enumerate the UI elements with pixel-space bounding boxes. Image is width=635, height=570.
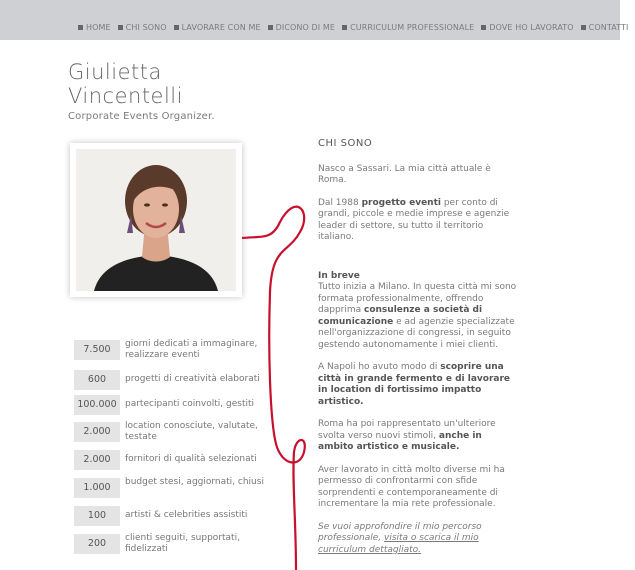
nav-label: DICONO DI ME bbox=[275, 23, 336, 32]
stat-label: partecipanti coinvolti, gestiti bbox=[125, 399, 255, 409]
about-section bbox=[318, 138, 518, 567]
stat-label: clienti seguiti, supportati, fidelizzati bbox=[125, 533, 240, 554]
stat-item bbox=[74, 395, 255, 415]
curriculum-link[interactable]: visita o scarica il mio curriculum dettagliato. bbox=[318, 533, 479, 555]
nav-label: CONTATTI bbox=[588, 23, 629, 32]
network-paragraph: Aver lavorato in città molto diverse mi ha permesso di confrontarmi con sfide sorprendenti e contemporaneamente di incrementare la mia rete professionale. bbox=[318, 464, 505, 509]
stat-number: 7.500 bbox=[74, 340, 120, 360]
stat-number: 100.000 bbox=[74, 395, 120, 415]
last-name: Vincentelli bbox=[68, 84, 183, 108]
stat-label: progetti di creatività elaborati bbox=[125, 374, 260, 384]
stat-number: 200 bbox=[74, 534, 120, 554]
tagline: Corporate Events Organizer. bbox=[68, 111, 215, 122]
stat-number: 2.000 bbox=[74, 450, 120, 470]
brief-paragraph: In breve Tutto inizia a Milano. In questa città mi sono formata professionalmente, offrendo dapprima consulenze a società di comunicazione e ad agenzie specializzate nell'organizzazione di congressi, in seguito gestendo autonomamente i miei clienti. bbox=[318, 270, 517, 350]
stat-item bbox=[74, 421, 258, 442]
nav-label: CHI SONO bbox=[125, 23, 167, 32]
experience-paragraph: Dal 1988 progetto eventi per conto di grandi, piccole e medie imprese e agenzie leader di settore, su tutto il territorio italiano. bbox=[318, 197, 510, 242]
stat-number: 100 bbox=[74, 506, 120, 526]
nav-label: CURRICULUM PROFESSIONALE bbox=[350, 23, 475, 32]
section-title: CHI SONO bbox=[318, 138, 373, 149]
nav-label: LAVORARE CON ME bbox=[181, 23, 261, 32]
stat-label: artisti & celebrities assistiti bbox=[125, 510, 248, 520]
stat-item bbox=[74, 339, 258, 360]
stat-label: budget stesi, aggiornati, chiusi bbox=[125, 477, 264, 487]
curriculum-paragraph: Se vuoi approfondire il mio percorso professionale, visita o scarica il mio curriculum dettagliato. bbox=[318, 521, 482, 555]
stat-number: 2.000 bbox=[74, 422, 120, 442]
brief-title: In breve bbox=[318, 270, 360, 281]
stat-item bbox=[74, 450, 257, 470]
stat-item bbox=[74, 477, 264, 498]
first-name: Giulietta bbox=[68, 60, 162, 84]
roma-paragraph: Roma ha poi rappresentato un'ulteriore svolta verso nuovi stimoli, anche in ambito artistico e musicale. bbox=[318, 419, 496, 452]
nav-label: HOME bbox=[86, 23, 111, 32]
intro-paragraph: Nasco a Sassari. La mia città attuale è Roma. bbox=[318, 163, 491, 185]
nav-label: DOVE HO LAVORATO bbox=[489, 23, 574, 32]
stat-number: 600 bbox=[74, 370, 120, 390]
stat-number: 1.000 bbox=[74, 478, 120, 498]
stat-item bbox=[74, 370, 260, 390]
stat-item bbox=[74, 533, 240, 554]
stat-label: location conosciute, valutate, testate bbox=[125, 421, 258, 442]
napoli-paragraph: A Napoli ho avuto modo di scoprire una città in grande fermento e di lavorare in location di fortissimo impatto artistico. bbox=[318, 362, 511, 407]
stat-item bbox=[74, 506, 248, 526]
stat-label: giorni dedicati a immaginare, realizzare eventi bbox=[125, 339, 258, 360]
stat-label: fornitori di qualità selezionati bbox=[125, 454, 257, 464]
